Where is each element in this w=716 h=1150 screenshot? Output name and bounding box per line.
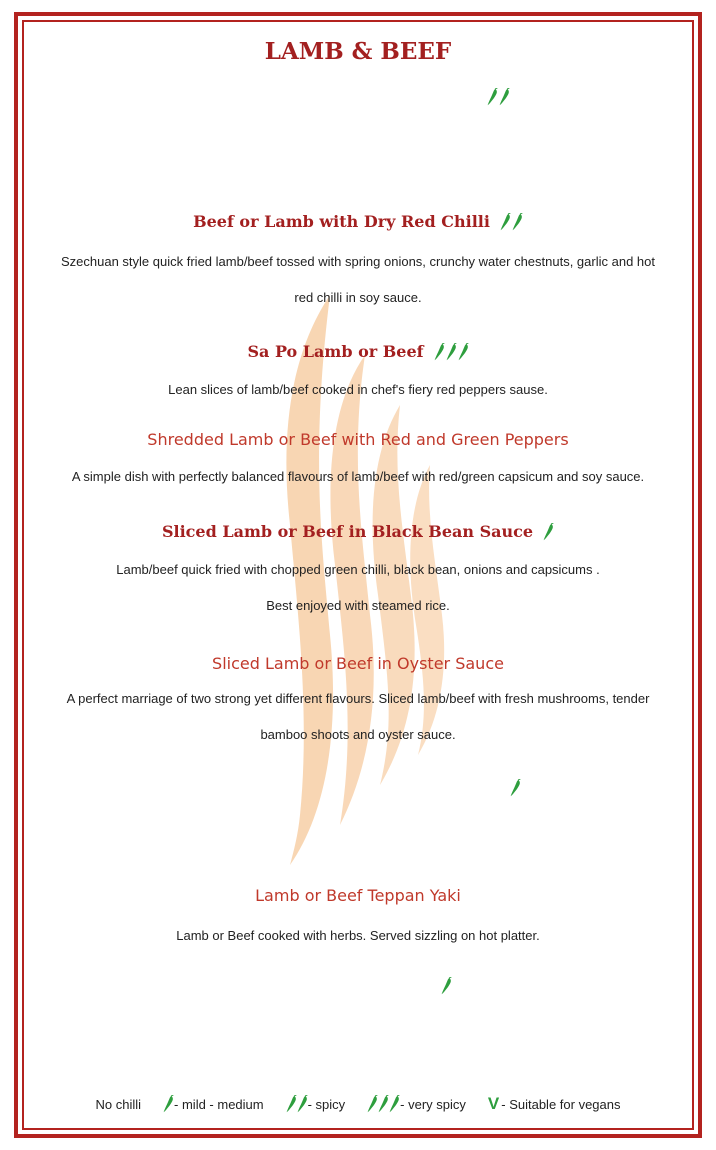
legend-mild (163, 1095, 264, 1113)
legend-spicy (286, 1095, 346, 1113)
spice-level (500, 213, 523, 231)
legend-mild-label: - mild - medium (174, 1096, 264, 1112)
legend-spicy-label: - spicy (307, 1096, 346, 1112)
chilli-icon (458, 343, 469, 361)
legend-very-spicy (367, 1095, 466, 1113)
floating-chilli-mark (441, 977, 452, 995)
dish-name: Sa Po Lamb or Beef (247, 342, 424, 361)
chilli-icon (163, 1095, 174, 1113)
dish-description: A perfect marriage of two strong yet different flavours. Sliced lamb/beef with fresh mushrooms, tender bamboo shoots and oyster sauce. (66, 691, 650, 742)
chilli-icon (378, 1095, 389, 1113)
chilli-icon (441, 977, 452, 995)
chilli-icon (500, 213, 511, 231)
dish-description: Lamb or Beef cooked with herbs. Served sizzling on hot platter. (176, 928, 540, 943)
dish-name: Lamb or Beef Teppan Yaki (255, 886, 461, 905)
dish-description-line: Best enjoyed with steamed rice. (266, 598, 450, 613)
legend-vegan (488, 1094, 621, 1114)
title-chilli-mark (487, 88, 510, 106)
spice-level (543, 523, 554, 541)
dish-name: Sliced Lamb or Beef in Oyster Sauce (212, 654, 504, 673)
chilli-icon (510, 779, 521, 797)
chilli-icon (286, 1095, 297, 1113)
dish-description-line: Lamb/beef quick fried with chopped green chilli, black bean, onions and capsicums . (116, 562, 600, 577)
chilli-icon (434, 343, 445, 361)
dish-name: Shredded Lamb or Beef with Red and Green Peppers (147, 430, 569, 449)
dish-title-row (0, 886, 716, 906)
dish-title-row (0, 212, 716, 232)
chilli-icon (499, 88, 510, 106)
vegan-icon: V (487, 1094, 500, 1113)
chilli-icon (389, 1095, 400, 1113)
page-title: LAMB & BEEF (264, 38, 452, 65)
dish-name: Beef or Lamb with Dry Red Chilli (193, 212, 490, 231)
spice-legend (0, 1094, 716, 1114)
spice-level (434, 343, 469, 361)
dish-title-row (0, 522, 716, 542)
floating-chilli-mark (510, 779, 521, 797)
dish-title-row (0, 342, 716, 362)
chilli-icon (543, 523, 554, 541)
legend-vegan-label: - Suitable for vegans (501, 1096, 621, 1112)
dish-description: Szechuan style quick fried lamb/beef tossed with spring onions, crunchy water chestnuts, garlic and hot red chilli in soy sauce. (61, 254, 655, 305)
dish-title-row (0, 430, 716, 450)
dish-name: Sliced Lamb or Beef in Black Bean Sauce (161, 522, 534, 541)
chilli-icon (487, 88, 498, 106)
dish-description: A simple dish with perfectly balanced flavours of lamb/beef with red/green capsicum and soy sauce. (71, 469, 645, 484)
legend-no-chilli: No chilli (95, 1096, 142, 1112)
chilli-icon (367, 1095, 378, 1113)
chilli-icon (297, 1095, 308, 1113)
dish-title-row (0, 654, 716, 674)
dish-description: Lean slices of lamb/beef cooked in chef's fiery red peppers sause. (168, 382, 548, 397)
chilli-icon (446, 343, 457, 361)
chilli-icon (512, 213, 523, 231)
legend-very-spicy-label: - very spicy (400, 1096, 466, 1112)
